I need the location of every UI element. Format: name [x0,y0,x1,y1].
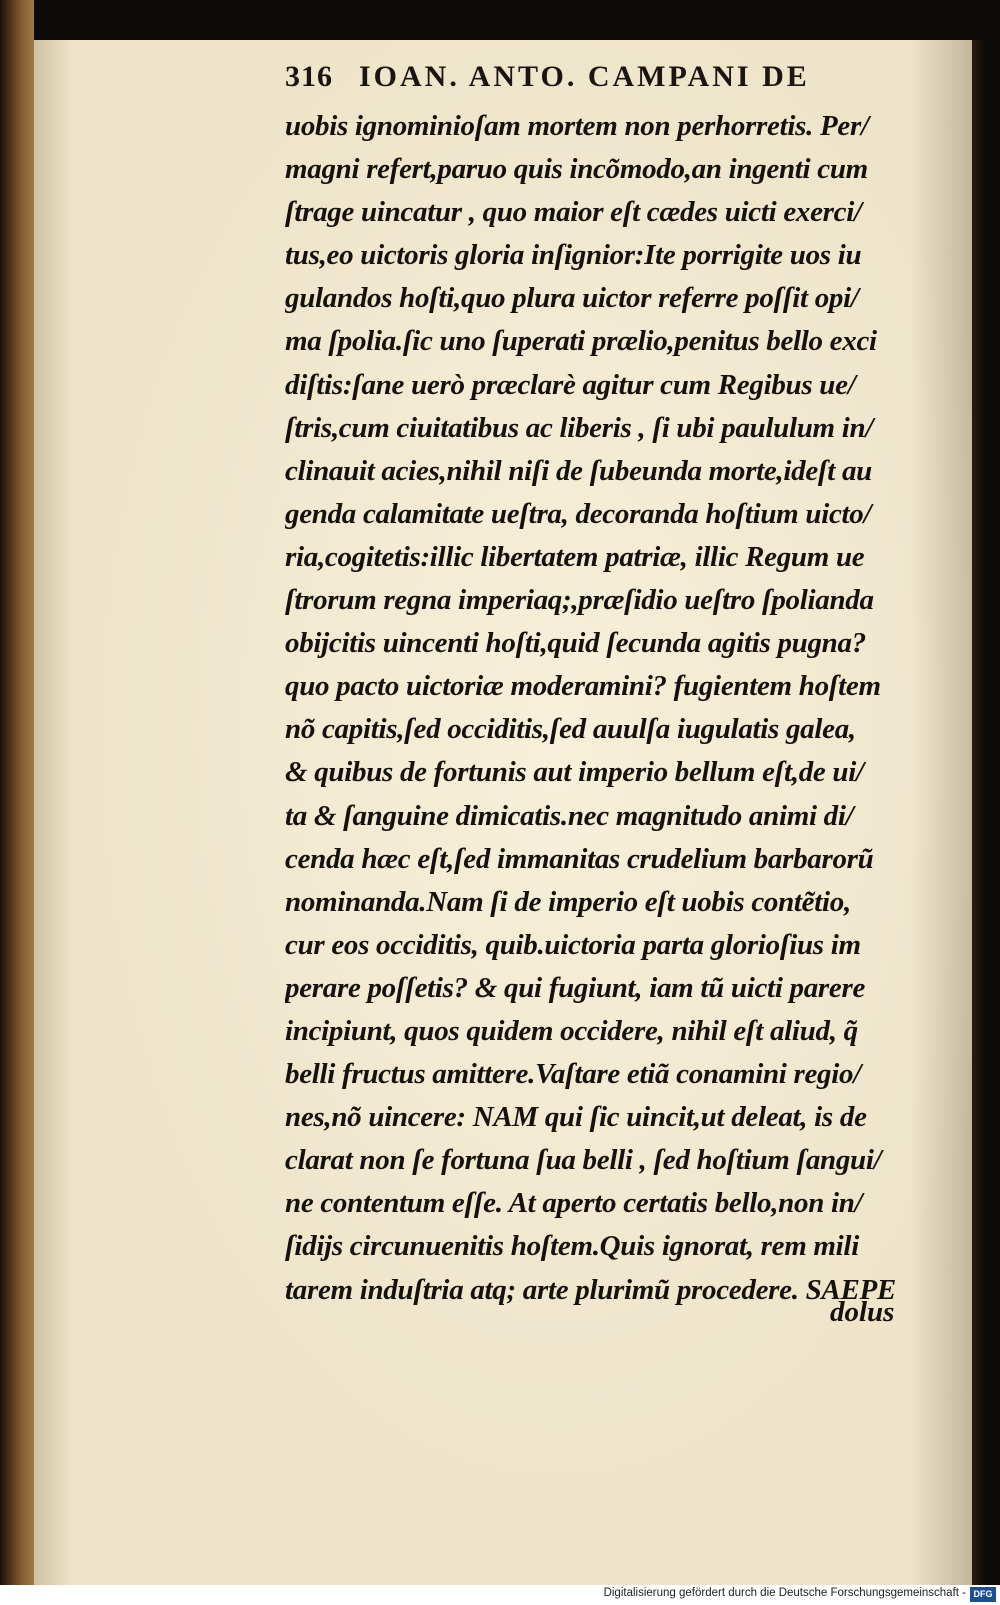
text-line: obijcitis uincenti hoſti,quid ſecunda agitis pugna? [285,627,866,660]
text-line: diſtis:ſane uerò præclarè agitur cum Regibus ue/ [285,368,856,401]
text-block [285,105,915,1312]
text-line: & quibus de fortunis aut imperio bellum eſt,de ui/ [285,756,864,789]
text-line: gulandos hoſti,quo plura uictor referre poſſit opi/ [285,282,859,315]
text-line: ſtrage uincatur , quo maior eſt cædes uicti exerci/ [285,196,862,229]
page-header [285,60,905,100]
folio-number: 316 [285,60,333,93]
text-line: ſtris,cum ciuitatibus ac liberis , ſi ubi paululum in/ [285,411,874,444]
page-gutter-shadow [972,40,986,1585]
text-line: quo pacto uictoriæ moderamini? fugientem hoſtem [285,670,881,703]
digitization-footer [0,1585,1000,1605]
text-line: ſidijs circunuenitis hoſtem.Quis ignorat, rem mili [285,1230,859,1263]
text-line: nominanda.Nam ſi de imperio eſt uobis contẽtio, [285,885,851,918]
catchword: dolus [830,1296,895,1328]
text-line: tarem induſtria atq; arte plurimũ procedere. SAEPE [285,1273,896,1306]
dfg-logo-icon: DFG [970,1587,996,1602]
text-line: tus,eo uictoris gloria inſignior:Ite porrigite uos iu [285,239,862,272]
text-line: magni refert,paruo quis incõmodo,an ingenti cum [285,153,868,186]
text-line: genda calamitate ueſtra, decoranda hoſtium uicto/ [285,497,872,530]
text-line: nõ capitis,ſed occiditis,ſed auulſa iugulatis galea, [285,713,856,746]
text-line: ria,cogitetis:illic libertatem patriæ, illic Regum ue [285,540,865,573]
text-line: clinauit acies,nihil niſi de ſubeunda morte,ideſt au [285,454,873,487]
text-line: ma ſpolia.ſic uno ſuperati prælio,penitus bello exci [285,325,877,358]
text-line: clarat non ſe fortuna ſua belli , ſed hoſtium ſangui/ [285,1144,882,1177]
footer-credit: Digitalisierung gefördert durch die Deutsche Forschungsgemeinschaft - [603,1587,966,1599]
text-line: ta & ſanguine dimicatis.nec magnitudo animi di/ [285,799,854,832]
text-line: incipiunt, quos quidem occidere, nihil eſt aliud, q̃ [285,1014,858,1047]
text-line: perare poſſetis? & qui fugiunt, iam tũ uicti parere [285,971,866,1004]
text-line: cenda hæc eſt,ſed immanitas crudelium barbarorũ [285,842,874,875]
text-line: cur eos occiditis, quib.uictoria parta glorioſius im [285,928,861,961]
text-line: nes,nõ uincere: NAM qui ſic uincit,ut deleat, is de [285,1101,867,1134]
text-line: belli fructus amittere.Vaſtare etiã conamini regio/ [285,1058,861,1091]
text-line: ſtrorum regna imperiaq;,præſidio ueſtro ſpolianda [285,584,874,617]
text-line: ne contentum eſſe. At aperto certatis bello,non in/ [285,1187,863,1220]
text-line: uobis ignominioſam mortem non perhorretis. Per/ [285,110,869,142]
running-title: IOAN. ANTO. CAMPANI DE [359,60,810,93]
book-edge-left [0,0,34,1585]
